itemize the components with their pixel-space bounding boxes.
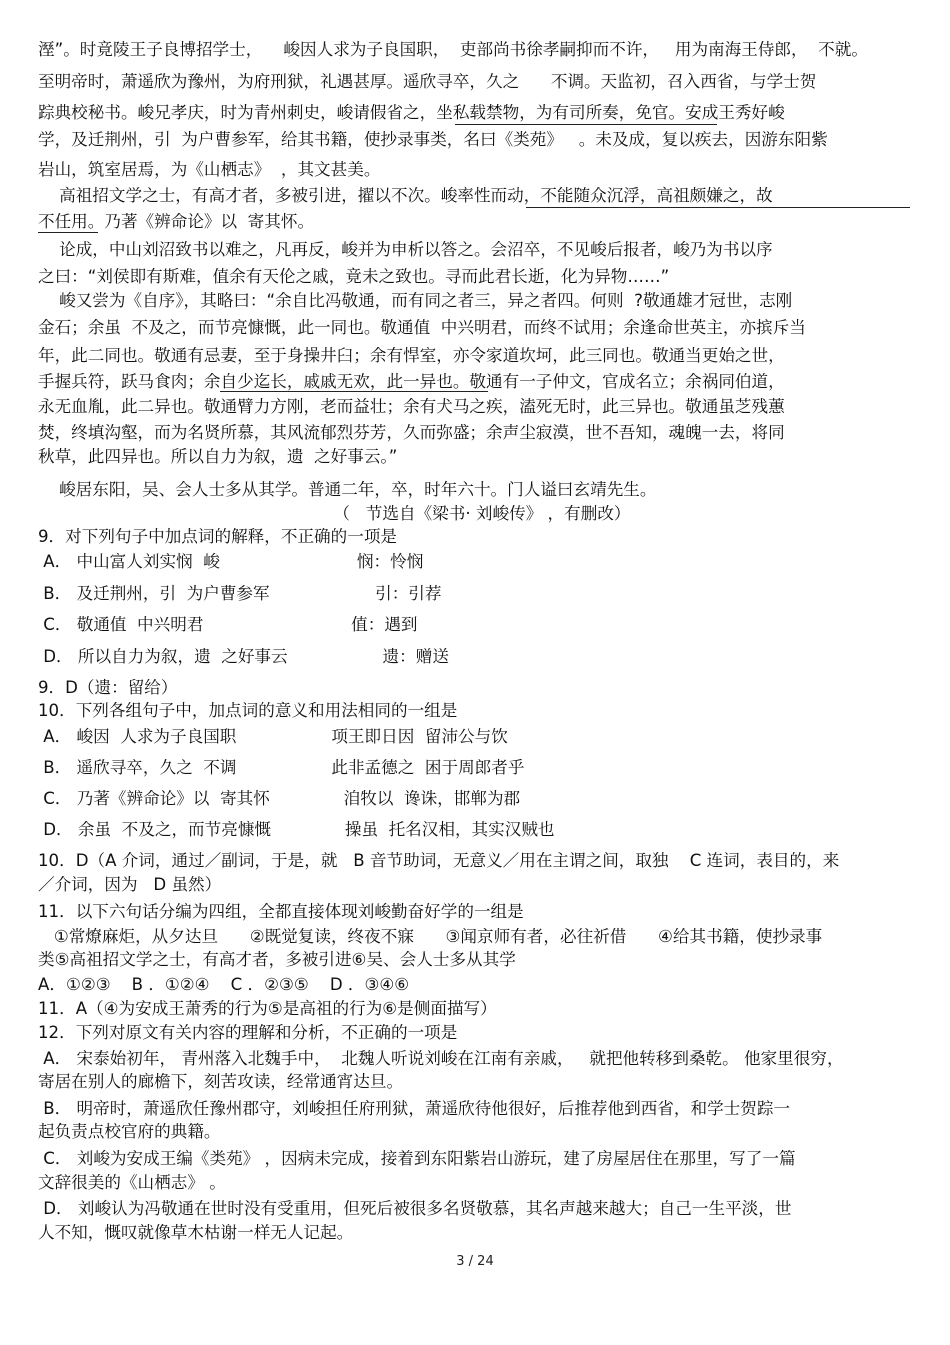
text-line: 溼”。时竟陵王子良博招学士， 峻因人求为子良国职， 吏部尚书徐孝嗣抑而不许， 用为南海王侍郎， 不就。 (38, 40, 868, 59)
option-d: D． 所以自力为叙，遗 之好事云 遗：赠送 (38, 647, 449, 666)
option-c: C． 乃著《辨命论》以 寄其怀 洎牧以 谗诛，邯郸为郡 (38, 789, 521, 808)
option-b: B． 遥欣寻卒，久之 不调 此非孟德之 困于周郎者乎 (38, 758, 525, 777)
text-line: 岩山，筑室居焉，为《山栖志》 ，其文甚美。 (38, 160, 381, 179)
option-d: D． 刘峻认为冯敬通在世时没有受重用，但死后被很多名贤敬慕，其名声越来越大；自己一生平淡，世 (38, 1199, 792, 1218)
text-line: 之曰：“刘侯即有斯难，值余有天伦之戚，竟未之致也。寻而此君长逝，化为异物……” (38, 267, 670, 286)
option-a: A． 中山富人刘实悯 峻 悯：怜悯 (38, 552, 424, 571)
text-line: 高祖招文学之士，有高才者，多被引进，擢以不次。峻率性而动，不能随众沉浮，高祖颇嫌之，故 (38, 186, 773, 205)
text-line: 不任用。乃著《辨命论》以 寄其怀。 (38, 212, 315, 231)
option-a: A． 宋泰始初年， 青州落入北魏手中， 北魏人听说刘峻在江南有亲戚， 就把他转移到桑乾。 他家里很穷， (38, 1049, 844, 1068)
text-line: 手握兵符，跃马食肉；余自少迄长，戚戚无欢，此一异也。敬通有一子仲文，官成名立；余祸同伯道， (38, 372, 785, 391)
answer-9: 9．D（遗：留给） (38, 678, 178, 697)
text-line: 峻又尝为《自序》，其略曰：“余自比冯敬通，而有同之者三，异之者四。何则 ?敬通雄才冠世，志刚 (38, 291, 793, 310)
option-d: D． 余虽 不及之，而节亮慷慨 操虽 托名汉相，其实汉贼也 (38, 820, 555, 839)
text-line: 学，及迁荆州，引 为户曹参军，给其书籍，使抄录事类，名曰《类苑》 。未及成，复以疾去，因游东阳紫 (38, 130, 828, 149)
answer-10: 10．D（A 介词，通过／副词，于是，就 B 音节助词，无意义／用在主谓之间，取独 C 连词，表目的，来 (38, 851, 840, 870)
text-line: 年，此二同也。敬通有忌妻，至于身操井臼；余有悍室，亦令家道坎坷，此三同也。敬通当更始之世， (38, 346, 785, 365)
source-note: （ 节选自《梁书· 刘峻传》 ，有删改） (38, 504, 631, 523)
option-a-cont: 寄居在别人的廊檐下，刻苦攻读，经常通宵达旦。 (38, 1072, 404, 1091)
underline (220, 391, 488, 392)
text-line: 踪典校秘书。峻兄孝庆，时为青州刺史，峻请假省之，坐私载禁物，为有司所奏，免官。安成王秀好峻 (38, 103, 785, 122)
option-b: B． 及迁荆州，引 为户曹参军 引：引荐 (38, 584, 442, 603)
option-c: C． 敬通值 中兴明君 值：遇到 (38, 615, 418, 634)
q11-items-cont: 类⑤高祖招文学之士，有高才者，多被引进⑥吴、会人士多从其学 (38, 950, 516, 969)
text-line: 峻居东阳，吴、会人士多从其学。普通二年，卒，时年六十。门人谥曰玄靖先生。 (38, 480, 657, 499)
option-b: B． 明帝时，萧遥欣任豫州郡守，刘峻担任府刑狱，萧遥欣待他很好，后推荐他到西省，和学士贺踪一 (38, 1099, 791, 1118)
answer-10-cont: ／介词，因为 D 虽然） (38, 875, 222, 894)
question-12: 12．下列对原文有关内容的理解和分析，不正确的一项是 (38, 1023, 458, 1042)
text-line: 焚，终填沟壑，而为名贤所慕，其风流郁烈芬芳，久而弥盛；余声尘寂漠，世不吾知，魂魄一去，将同 (38, 423, 785, 442)
answer-11: 11．A（④为安成王萧秀的行为⑤是高祖的行为⑥是侧面描写） (38, 999, 497, 1018)
question-9: 9．对下列句子中加点词的解释，不正确的一项是 (38, 527, 398, 546)
option-a: A． 峻因 人求为子良国职 项王即日因 留沛公与饮 (38, 727, 508, 746)
underline (526, 207, 910, 208)
option-c: C． 刘峻为安成王编《类苑》 ，因病未完成，接着到东阳紫岩山游玩，建了房屋居住在那里，写了一篇 (38, 1149, 796, 1168)
q11-options: A．①②③ B ．①②④ C ．②③⑤ D ．③④⑥ (38, 975, 410, 994)
page-number: 3 / 24 (456, 1254, 494, 1269)
option-c-cont: 文辞很美的《山栖志》 。 (38, 1173, 226, 1192)
q11-items: ①常燎麻炬，从夕达旦 ②既觉复读，终夜不寐 ③闻京师有者，必往祈借 ④给其书籍，使抄录事 (38, 927, 823, 946)
text-line: 金石；余虽 不及之，而节亮慷慨，此一同也。敬通值 中兴明君，而终不试用；余逢命世英主，亦摈斥当 (38, 318, 806, 337)
question-11: 11．以下六句话分编为四组，全都直接体现刘峻勤奋好学的一组是 (38, 902, 524, 921)
text-line: 永无血胤，此二异也。敬通臂力方刚，老而益壮；余有犬马之疾，溘死无时，此三异也。敬通虽芝残蕙 (38, 397, 785, 416)
option-b-cont: 起负责点校官府的典籍。 (38, 1122, 221, 1141)
underline (38, 232, 98, 233)
text-line: 论成，中山刘沼致书以难之，凡再反，峻并为申析以答之。会沼卒，不见峻后报者，峻乃为书以序 (38, 240, 773, 259)
option-d-cont: 人不知，慨叹就像草木枯谢一样无人记起。 (38, 1223, 354, 1242)
text-line: 至明帝时，萧遥欣为豫州，为府刑狱，礼遇甚厚。遥欣寻卒，久之 不调。天监初，召入西省，与学士贺 (38, 72, 817, 91)
question-10: 10．下列各组句子中，加点词的意义和用法相同的一组是 (38, 701, 458, 720)
text-line: 秋草，此四异也。所以自力为叙，遗 之好事云。” (38, 447, 398, 466)
underline (455, 124, 717, 125)
